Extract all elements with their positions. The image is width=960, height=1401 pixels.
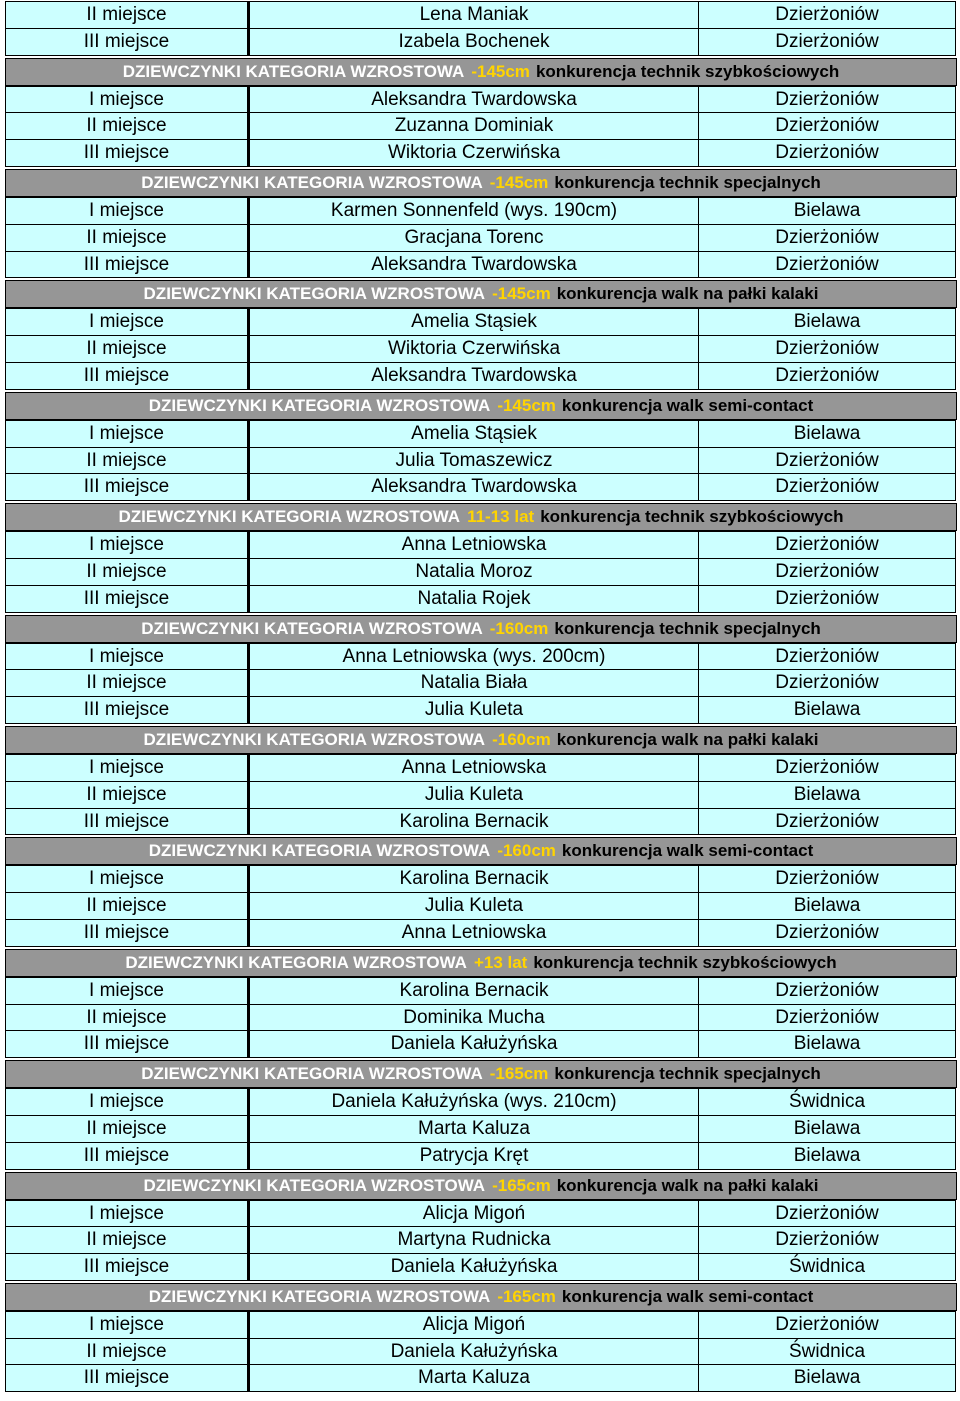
result-row <box>5 420 956 447</box>
category-label: DZIEWCZYNKI KATEGORIA WZROSTOWA <box>143 284 486 304</box>
name-cell: Aleksandra Twardowska <box>247 251 699 279</box>
name-cell: Daniela Kałużyńska (wys. 210cm) <box>247 1088 699 1116</box>
result-row <box>5 1115 956 1142</box>
category-label: DZIEWCZYNKI KATEGORIA WZROSTOWA <box>143 1175 486 1195</box>
club-cell: Bielawa <box>698 892 956 920</box>
name-cell: Anna Letniowska <box>247 919 699 947</box>
place-cell: III miejsce <box>5 251 248 279</box>
result-row <box>5 558 956 585</box>
club-cell: Świdnica <box>698 1253 956 1281</box>
club-cell: Bielawa <box>698 420 956 448</box>
result-row <box>5 1004 956 1031</box>
section-header <box>5 615 957 643</box>
result-row <box>5 362 956 389</box>
club-cell: Dzierżoniów <box>698 1311 956 1339</box>
group-label: -160cm <box>489 618 549 638</box>
category-label: DZIEWCZYNKI KATEGORIA WZROSTOWA <box>141 172 483 192</box>
name-cell: Martyna Rudnicka <box>247 1226 699 1254</box>
result-row <box>5 224 956 251</box>
place-cell: III miejsce <box>5 1253 248 1281</box>
place-cell: II miejsce <box>5 335 248 363</box>
club-cell: Dzierżoniów <box>698 643 956 671</box>
group-label: -165cm <box>492 1175 551 1195</box>
result-row <box>5 112 956 139</box>
category-label: DZIEWCZYNKI KATEGORIA WZROSTOWA <box>125 952 467 972</box>
name-cell: Aleksandra Twardowska <box>247 362 699 390</box>
name-cell: Alicja Migoń <box>247 1311 699 1339</box>
name-cell: Dominika Mucha <box>247 1004 699 1032</box>
club-cell: Dzierżoniów <box>698 754 956 782</box>
name-cell: Zuzanna Dominiak <box>247 112 699 140</box>
club-cell: Dzierżoniów <box>698 1226 956 1254</box>
name-cell: Karolina Bernacik <box>247 865 699 893</box>
result-row <box>5 308 956 335</box>
section-header <box>5 58 957 86</box>
place-cell: III miejsce <box>5 808 248 836</box>
name-cell: Marta Kaluza <box>247 1115 699 1143</box>
place-cell: I miejsce <box>5 977 248 1005</box>
name-cell: Karmen Sonnenfeld (wys. 190cm) <box>247 197 699 225</box>
club-cell: Świdnica <box>698 1338 956 1366</box>
category-label: DZIEWCZYNKI KATEGORIA WZROSTOWA <box>141 618 483 638</box>
club-cell: Bielawa <box>698 197 956 225</box>
competition-label: konkurencja walk semi-contact <box>561 1286 814 1306</box>
section-header <box>5 1172 957 1200</box>
name-cell: Amelia Stąsiek <box>247 420 699 448</box>
name-cell: Wiktoria Czerwińska <box>247 139 699 167</box>
place-cell: I miejsce <box>5 865 248 893</box>
name-cell: Karolina Bernacik <box>247 977 699 1005</box>
result-row <box>5 447 956 474</box>
group-label: -165cm <box>497 1286 556 1306</box>
club-cell: Bielawa <box>698 781 956 809</box>
result-row <box>5 1311 956 1338</box>
result-row <box>5 1338 956 1365</box>
name-cell: Wiktoria Czerwińska <box>247 335 699 363</box>
club-cell: Bielawa <box>698 1115 956 1143</box>
category-label: DZIEWCZYNKI KATEGORIA WZROSTOWA <box>148 841 491 861</box>
place-cell: II miejsce <box>5 1115 248 1143</box>
club-cell: Dzierżoniów <box>698 251 956 279</box>
name-cell: Anna Letniowska (wys. 200cm) <box>247 643 699 671</box>
place-cell: I miejsce <box>5 86 248 114</box>
name-cell: Marta Kaluza <box>247 1364 699 1392</box>
result-row <box>5 251 956 278</box>
competition-label: konkurencja technik specjalnych <box>554 1064 821 1084</box>
result-row <box>5 865 956 892</box>
result-row <box>5 335 956 362</box>
result-row <box>5 139 956 166</box>
category-label: DZIEWCZYNKI KATEGORIA WZROSTOWA <box>122 61 465 81</box>
place-cell: II miejsce <box>5 558 248 586</box>
name-cell: Daniela Kałużyńska <box>247 1253 699 1281</box>
competition-label: konkurencja walk na pałki kalaki <box>556 284 819 304</box>
result-row <box>5 1364 956 1391</box>
group-label: -165cm <box>489 1064 549 1084</box>
result-row <box>5 1226 956 1253</box>
place-cell: III miejsce <box>5 139 248 167</box>
club-cell: Dzierżoniów <box>698 531 956 559</box>
result-row <box>5 1 956 28</box>
place-cell: III miejsce <box>5 585 248 613</box>
club-cell: Dzierżoniów <box>698 335 956 363</box>
competition-label: konkurencja walk na pałki kalaki <box>556 1175 819 1195</box>
competition-label: konkurencja technik specjalnych <box>554 618 821 638</box>
result-row <box>5 781 956 808</box>
club-cell: Dzierżoniów <box>698 112 956 140</box>
name-cell: Julia Tomaszewicz <box>247 447 699 475</box>
club-cell: Dzierżoniów <box>698 224 956 252</box>
result-row <box>5 1253 956 1280</box>
name-cell: Daniela Kałużyńska <box>247 1338 699 1366</box>
result-row <box>5 1030 956 1057</box>
category-label: DZIEWCZYNKI KATEGORIA WZROSTOWA <box>118 507 461 527</box>
name-cell: Julia Kuleta <box>247 781 699 809</box>
place-cell: I miejsce <box>5 531 248 559</box>
club-cell: Dzierżoniów <box>698 558 956 586</box>
club-cell: Dzierżoniów <box>698 865 956 893</box>
place-cell: III miejsce <box>5 473 248 501</box>
club-cell: Dzierżoniów <box>698 919 956 947</box>
place-cell: II miejsce <box>5 781 248 809</box>
name-cell: Natalia Biała <box>247 669 699 697</box>
result-row <box>5 197 956 224</box>
name-cell: Aleksandra Twardowska <box>247 473 699 501</box>
name-cell: Daniela Kałużyńska <box>247 1030 699 1058</box>
place-cell: I miejsce <box>5 308 248 336</box>
name-cell: Julia Kuleta <box>247 696 699 724</box>
club-cell: Dzierżoniów <box>698 1200 956 1228</box>
club-cell: Świdnica <box>698 1088 956 1116</box>
result-row <box>5 977 956 1004</box>
club-cell: Bielawa <box>698 1142 956 1170</box>
place-cell: II miejsce <box>5 447 248 475</box>
name-cell: Julia Kuleta <box>247 892 699 920</box>
club-cell: Dzierżoniów <box>698 669 956 697</box>
club-cell: Dzierżoniów <box>698 808 956 836</box>
competition-label: konkurencja walk na pałki kalaki <box>556 729 819 749</box>
section-header <box>5 169 957 197</box>
name-cell: Anna Letniowska <box>247 754 699 782</box>
category-label: DZIEWCZYNKI KATEGORIA WZROSTOWA <box>148 395 491 415</box>
place-cell: II miejsce <box>5 1226 248 1254</box>
place-cell: III miejsce <box>5 362 248 390</box>
group-label: -145cm <box>497 395 556 415</box>
name-cell: Natalia Moroz <box>247 558 699 586</box>
section-header <box>5 837 957 865</box>
club-cell: Dzierżoniów <box>698 1 956 29</box>
section-header <box>5 1060 957 1088</box>
name-cell: Gracjana Torenc <box>247 224 699 252</box>
place-cell: I miejsce <box>5 197 248 225</box>
club-cell: Dzierżoniów <box>698 585 956 613</box>
competition-label: konkurencja walk semi-contact <box>561 395 814 415</box>
section-header <box>5 949 957 977</box>
place-cell: III miejsce <box>5 919 248 947</box>
result-row <box>5 696 956 723</box>
results-sheet <box>5 1 956 1391</box>
result-row <box>5 531 956 558</box>
result-row <box>5 28 956 55</box>
club-cell: Dzierżoniów <box>698 1004 956 1032</box>
name-cell: Anna Letniowska <box>247 531 699 559</box>
club-cell: Dzierżoniów <box>698 86 956 114</box>
section-header <box>5 503 957 531</box>
result-row <box>5 86 956 113</box>
result-row <box>5 919 956 946</box>
section-header <box>5 1283 957 1311</box>
result-row <box>5 1142 956 1169</box>
place-cell: II miejsce <box>5 1 248 29</box>
name-cell: Izabela Bochenek <box>247 28 699 56</box>
place-cell: III miejsce <box>5 28 248 56</box>
section-header <box>5 392 957 420</box>
place-cell: II miejsce <box>5 224 248 252</box>
place-cell: II miejsce <box>5 112 248 140</box>
name-cell: Natalia Rojek <box>247 585 699 613</box>
place-cell: III miejsce <box>5 1364 248 1392</box>
place-cell: III miejsce <box>5 1142 248 1170</box>
place-cell: III miejsce <box>5 1030 248 1058</box>
name-cell: Aleksandra Twardowska <box>247 86 699 114</box>
competition-label: konkurencja walk semi-contact <box>561 841 814 861</box>
place-cell: I miejsce <box>5 754 248 782</box>
competition-label: konkurencja technik szybkościowych <box>533 952 837 972</box>
competition-label: konkurencja technik szybkościowych <box>535 61 840 81</box>
result-row <box>5 808 956 835</box>
club-cell: Bielawa <box>698 308 956 336</box>
club-cell: Dzierżoniów <box>698 28 956 56</box>
name-cell: Lena Maniak <box>247 1 699 29</box>
place-cell: II miejsce <box>5 1004 248 1032</box>
place-cell: I miejsce <box>5 1311 248 1339</box>
name-cell: Patrycja Kręt <box>247 1142 699 1170</box>
section-header <box>5 280 957 308</box>
group-label: -145cm <box>492 284 551 304</box>
club-cell: Dzierżoniów <box>698 977 956 1005</box>
result-row <box>5 754 956 781</box>
group-label: 11-13 lat <box>467 507 535 527</box>
name-cell: Alicja Migoń <box>247 1200 699 1228</box>
place-cell: II miejsce <box>5 1338 248 1366</box>
place-cell: I miejsce <box>5 1200 248 1228</box>
result-row <box>5 669 956 696</box>
section-header <box>5 726 957 754</box>
group-label: +13 lat <box>473 952 528 972</box>
club-cell: Dzierżoniów <box>698 362 956 390</box>
name-cell: Amelia Stąsiek <box>247 308 699 336</box>
category-label: DZIEWCZYNKI KATEGORIA WZROSTOWA <box>141 1064 483 1084</box>
club-cell: Dzierżoniów <box>698 139 956 167</box>
category-label: DZIEWCZYNKI KATEGORIA WZROSTOWA <box>143 729 486 749</box>
place-cell: II miejsce <box>5 669 248 697</box>
place-cell: I miejsce <box>5 1088 248 1116</box>
category-label: DZIEWCZYNKI KATEGORIA WZROSTOWA <box>148 1286 491 1306</box>
place-cell: II miejsce <box>5 892 248 920</box>
result-row <box>5 643 956 670</box>
result-row <box>5 892 956 919</box>
competition-label: konkurencja technik specjalnych <box>554 172 821 192</box>
place-cell: I miejsce <box>5 420 248 448</box>
name-cell: Karolina Bernacik <box>247 808 699 836</box>
competition-label: konkurencja technik szybkościowych <box>540 507 844 527</box>
result-row <box>5 585 956 612</box>
club-cell: Bielawa <box>698 696 956 724</box>
result-row <box>5 1200 956 1227</box>
result-row <box>5 473 956 500</box>
group-label: -160cm <box>492 729 551 749</box>
group-label: -145cm <box>489 172 549 192</box>
group-label: -160cm <box>497 841 556 861</box>
group-label: -145cm <box>471 61 530 81</box>
club-cell: Bielawa <box>698 1364 956 1392</box>
place-cell: I miejsce <box>5 643 248 671</box>
place-cell: III miejsce <box>5 696 248 724</box>
club-cell: Dzierżoniów <box>698 473 956 501</box>
club-cell: Bielawa <box>698 1030 956 1058</box>
result-row <box>5 1088 956 1115</box>
club-cell: Dzierżoniów <box>698 447 956 475</box>
